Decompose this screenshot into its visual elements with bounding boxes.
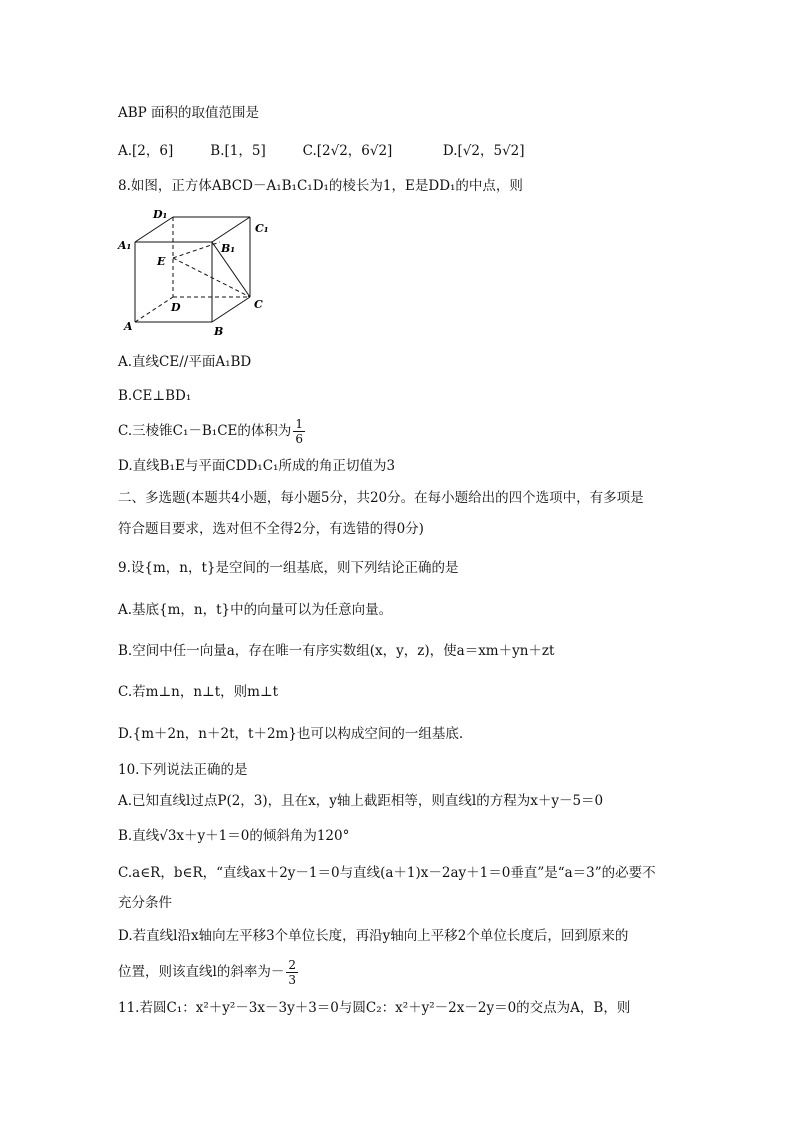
- q10-option-b: B.直线√3x＋y＋1＝0的倾斜角为120°: [118, 828, 350, 844]
- q11-stem: 11.若圆C₁：x²＋y²－3x－3y＋3＝0与圆C₂：x²＋y²－2x－2y＝0的交点为A，B，则: [118, 1000, 631, 1016]
- label-b1: B₁: [221, 242, 236, 255]
- fraction-denominator: 6: [295, 432, 304, 446]
- label-a1: A₁: [118, 239, 132, 252]
- fraction-two-thirds: [286, 958, 298, 987]
- q7-option-a: A.[2，6]: [118, 143, 174, 159]
- label-d: D: [171, 301, 181, 314]
- label-c1: C₁: [255, 222, 269, 235]
- q8-option-b: B.CE⊥BD₁: [118, 388, 192, 404]
- q10-option-d-cont: [118, 958, 300, 987]
- label-d1: D₁: [153, 208, 168, 221]
- q10-option-c-cont: 充分条件: [118, 895, 172, 911]
- section2-heading: 二、多选题(本题共4小题，每小题5分，共20分。在每小题给出的四个选项中，有多项是: [118, 490, 644, 506]
- q8-stem: 8.如图，正方体ABCD－A₁B₁C₁D₁的棱长为1，E是DD₁的中点，则: [118, 178, 523, 194]
- q10-option-a: A.已知直线l过点P(2，3)，且在x，y轴上截距相等，则直线l的方程为x＋y－5＝0: [118, 793, 604, 809]
- q8-option-a: A.直线CE//平面A₁BD: [118, 354, 252, 370]
- fraction-numerator: 2: [288, 958, 296, 972]
- edge-ad: [135, 297, 173, 322]
- section2-heading-cont: 符合题目要求，选对但不全得2分，有选错的得0分): [118, 521, 424, 537]
- q9-stem: 9.设{m，n，t}是空间的一组基底，则下列结论正确的是: [118, 560, 459, 576]
- q8-option-c-text: C.三棱锥C₁－B₁CE的体积为: [118, 423, 292, 439]
- q8-option-c: [118, 417, 307, 446]
- q7-tail: ABP 面积的取值范围是: [118, 105, 260, 121]
- fraction-one-sixth: [293, 417, 305, 446]
- fraction-denominator: 3: [288, 973, 296, 987]
- label-a: A: [124, 320, 133, 333]
- q10-option-c: C.a∈R，b∈R，“直线ax＋2y－1＝0与直线(a＋1)x－2ay＋1＝0垂直”是“a＝3”的必要不: [118, 865, 656, 881]
- segment-eb1: [173, 242, 220, 258]
- q7-option-c: C.[2√2，6√2]: [302, 143, 393, 159]
- fraction-numerator: 1: [295, 417, 304, 431]
- label-c: C: [254, 298, 263, 311]
- q9-option-d: D.{m＋2n，n＋2t，t＋2m}也可以构成空间的一组基底.: [118, 726, 464, 742]
- q7-option-b: B.[1，5]: [210, 143, 266, 159]
- q10-option-d: D.若直线l沿x轴向左平移3个单位长度，再沿y轴向上平移2个单位长度后，回到原来的: [118, 928, 629, 944]
- q8-option-d: D.直线B₁E与平面CDD₁C₁所成的角正切值为3: [118, 458, 396, 474]
- edge-b1c1: [212, 217, 250, 242]
- cube-figure: [115, 207, 275, 337]
- q9-option-a: A.基底{m，n，t}中的向量可以为任意向量。: [118, 602, 393, 618]
- q9-option-b: B.空间中任一向量a，存在唯一有序实数组(x，y，z)，使a＝xm＋yn＋zt: [118, 643, 555, 659]
- q7-option-d: D.[√2，5√2]: [442, 143, 525, 159]
- q10-stem: 10.下列说法正确的是: [118, 762, 248, 778]
- label-b: B: [214, 325, 224, 337]
- q9-option-c: C.若m⊥n，n⊥t，则m⊥t: [118, 684, 279, 700]
- edge-bc: [212, 297, 250, 322]
- q10-option-d-text: 位置，则该直线l的斜率为－: [118, 964, 285, 980]
- q7-options: [118, 141, 525, 161]
- label-e: E: [157, 255, 166, 268]
